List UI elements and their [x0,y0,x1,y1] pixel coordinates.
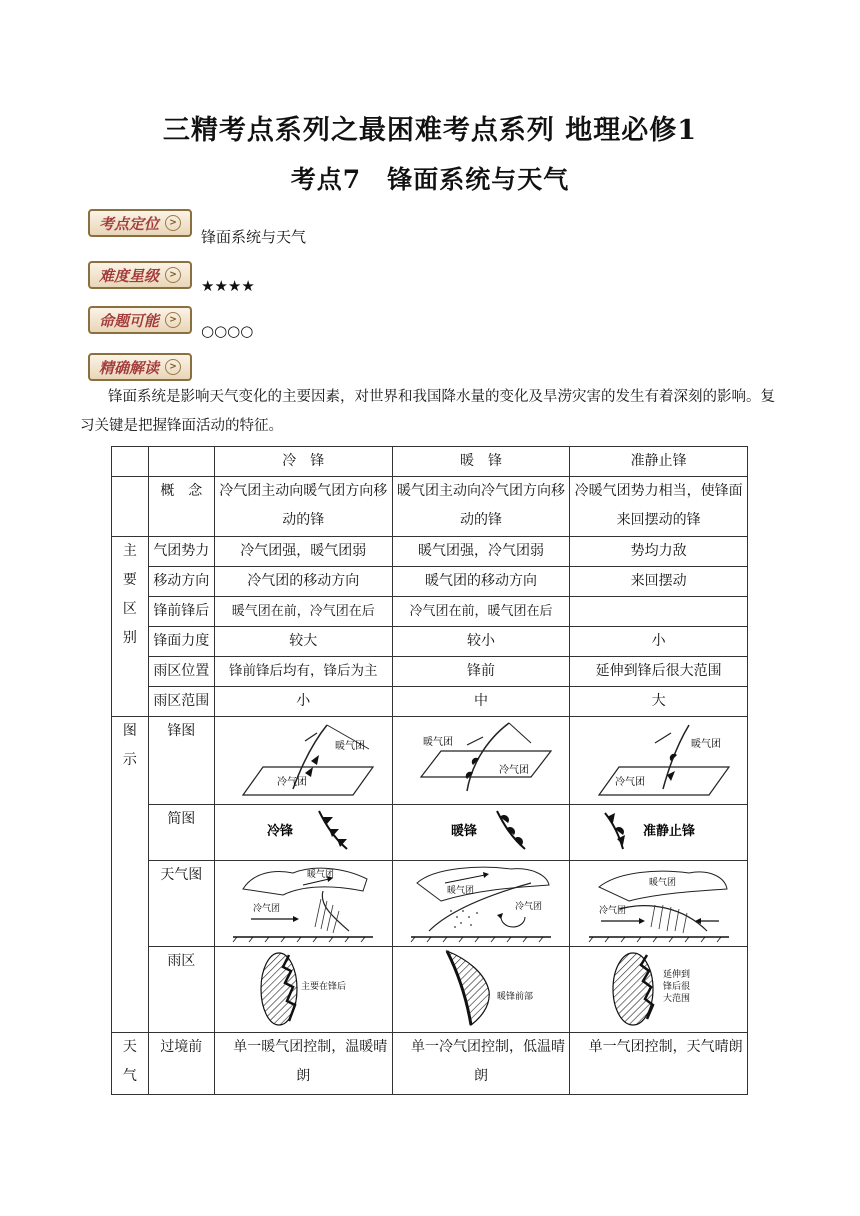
figure-stationary-front-symbol [570,805,748,861]
table-cell: 单一冷气团控制，低温晴朗 [392,1033,570,1095]
figure-cold-front-3d [214,717,392,805]
table-cell: 势均力敌 [570,537,748,567]
page-title: 三精考点系列之最困难考点系列 地理必修1 [162,115,698,146]
cold-front-symbol-diagram [223,805,383,857]
header-cold-front: 冷 锋 [214,447,392,477]
table-row [112,477,748,537]
row-label: 气团势力 [148,537,214,567]
warm-mass-label: 暖气团 [648,878,676,888]
rain-area-label: 延伸到 [662,970,690,980]
table-row [112,861,748,947]
row-label: 锋前锋后 [148,597,214,627]
table-cell [112,447,149,477]
badge-value-nandu: ★★★★ [201,277,255,295]
header-stationary-front: 准静止锋 [570,447,748,477]
section-label-main [112,537,149,717]
table-row [112,947,748,1033]
table-cell: 锋前锋后均有，锋后为主 [214,657,392,687]
cold-mass-label: 冷气团 [614,777,645,788]
section-label-figure [112,717,149,1033]
table-header-row [112,447,748,477]
cold-front-label: 冷锋 [267,824,294,839]
row-label: 雨区 [148,947,214,1033]
badge-value-mingti: ○○○○ [201,322,254,340]
stationary-front-weather-diagram [579,861,739,943]
table-row [112,567,748,597]
table-cell: 冷气团强，暖气团弱 [214,537,392,567]
row-label: 简图 [148,805,214,861]
badge-value-kaodian: 锋面系统与天气 [201,228,307,246]
figure-warm-front-weather [392,861,570,947]
rain-area-label: 锋后很 [662,982,690,992]
figure-stationary-front-rain [570,947,748,1033]
table-cell [148,447,214,477]
warm-front-rain-diagram [401,947,561,1029]
rain-area-label: 大范围 [662,994,690,1004]
warm-front-label: 暖锋 [450,824,477,839]
row-label: 雨区位置 [148,657,214,687]
table-row [112,657,748,687]
arrow-circle-icon: > [165,215,181,231]
table-row [112,597,748,627]
header-warm-front: 暖 锋 [392,447,570,477]
badge-jingque [88,353,192,381]
stationary-front-label: 准静止锋 [642,824,695,839]
cold-front-3d-diagram [223,717,383,801]
section-label-weather [112,1033,149,1095]
row-label: 天气图 [148,861,214,947]
warm-mass-label: 暖气团 [446,886,474,896]
table-cell [112,477,149,537]
table-cell: 来回摆动 [570,567,748,597]
table-cell: 小 [570,627,748,657]
stationary-front-3d-diagram [579,717,739,801]
figure-cold-front-symbol [214,805,392,861]
stationary-front-symbol-diagram [579,805,739,857]
table-cell: 中 [392,687,570,717]
table-cell: 小 [214,687,392,717]
badge-label: 精确解读 [98,358,159,377]
table-cell: 单一暖气团控制，温暖晴朗 [214,1033,392,1095]
rain-area-label: 主要在锋后 [301,982,347,992]
cold-front-weather-diagram [223,861,383,943]
arrow-circle-icon: > [165,267,181,283]
table-row [112,1033,748,1095]
figure-cold-front-rain [214,947,392,1033]
table-cell: 暖气团在前，冷气团在后 [214,597,392,627]
badge-kaodian [88,209,192,237]
badge-nandu [88,261,192,289]
figure-warm-front-symbol [392,805,570,861]
cold-mass-label: 冷气团 [277,777,308,788]
cold-mass-label: 冷气团 [598,906,626,916]
warm-front-weather-diagram [401,861,561,943]
warm-front-3d-diagram [401,717,561,801]
row-label: 雨区范围 [148,687,214,717]
table-row [112,627,748,657]
arrow-circle-icon: > [165,312,181,328]
cold-front-rain-diagram [223,947,383,1029]
row-label: 移动方向 [148,567,214,597]
rain-area-label: 暖锋前部 [496,992,533,1002]
badge-label: 难度星级 [98,266,159,285]
table-cell [570,597,748,627]
table-row [112,687,748,717]
figure-warm-front-3d [392,717,570,805]
table-row [112,537,748,567]
table-cell: 暖气团主动向冷气团方向移动的锋 [392,477,570,537]
warm-mass-label: 暖气团 [335,741,366,752]
section-label-text: 主要区别 [122,543,137,646]
figure-cold-front-weather [214,861,392,947]
cold-mass-label: 冷气团 [498,765,529,776]
page-subtitle: 考点7 锋面系统与天气 [290,165,570,194]
warm-front-symbol-diagram [401,805,561,857]
table-cell: 暖气团的移动方向 [392,567,570,597]
arrow-circle-icon: > [165,359,181,375]
row-label: 概 念 [148,477,214,537]
badge-mingti [88,306,192,334]
front-comparison-table [111,446,748,1095]
stationary-front-rain-diagram [579,947,739,1029]
table-cell: 较小 [392,627,570,657]
table-cell: 大 [570,687,748,717]
table-cell: 冷气团的移动方向 [214,567,392,597]
badge-label: 考点定位 [98,214,159,233]
figure-stationary-front-3d [570,717,748,805]
table-cell: 延伸到锋后很大范围 [570,657,748,687]
figure-warm-front-rain [392,947,570,1033]
cold-mass-label: 冷气团 [253,904,281,914]
table-cell: 单一气团控制，天气晴朗 [570,1033,748,1095]
warm-mass-label: 暖气团 [422,737,453,748]
warm-mass-label: 暖气团 [690,739,721,750]
table-cell: 冷气团在前，暖气团在后 [392,597,570,627]
table-cell: 冷暖气团势力相当，使锋面来回摆动的锋 [570,477,748,537]
warm-mass-label: 暖气团 [307,870,335,880]
row-label: 锋图 [148,717,214,805]
table-cell: 锋前 [392,657,570,687]
table-cell: 冷气团主动向暖气团方向移动的锋 [214,477,392,537]
row-label: 过境前 [148,1033,214,1095]
table-cell: 较大 [214,627,392,657]
table-row [112,805,748,861]
row-label: 锋面力度 [148,627,214,657]
section-label-text: 天气 [122,1039,137,1084]
figure-stationary-front-weather [570,861,748,947]
section-label-text: 图示 [122,723,137,768]
intro-paragraph: 锋面系统是影响天气变化的主要因素，对世界和我国降水量的变化及旱涝灾害的发生有着深刻的影响。复习关键是把握锋面活动的特征。 [80,389,775,434]
table-row [112,717,748,805]
cold-mass-label: 冷气团 [514,902,542,912]
badge-label: 命题可能 [98,311,159,330]
table-cell: 暖气团强，冷气团弱 [392,537,570,567]
